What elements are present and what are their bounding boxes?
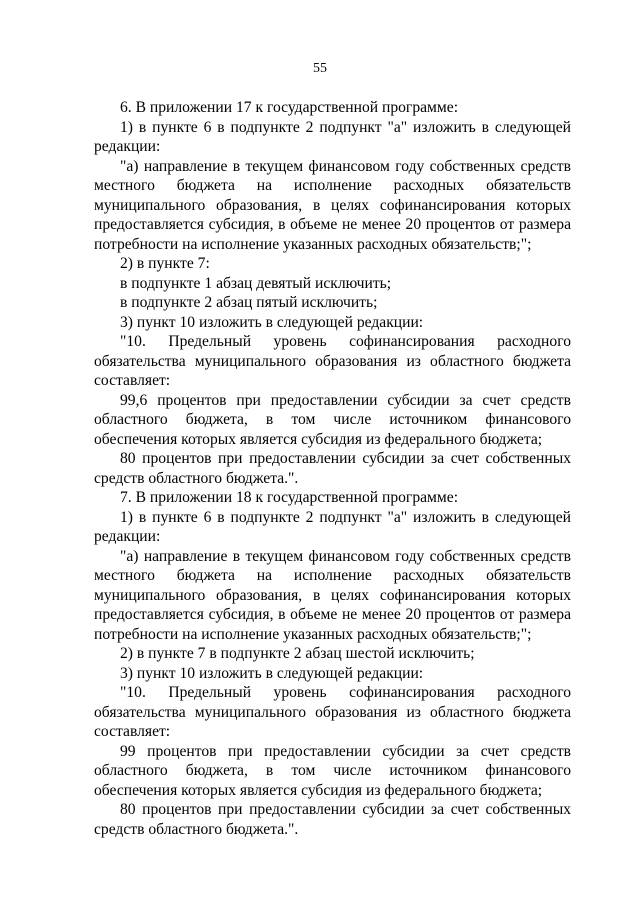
paragraph-item-7-quoted-a: "а) направление в текущем финансовом году собственных средств местного бюджета на исполнение расходных обязательств муниципального образования, в целях софинансирования которых предоставляется субсидия, в объеме не менее 20 процентов от размера потребности на исполнение указанных расходных обязательств;"; <box>94 547 571 643</box>
paragraph-item-7-quoted-10: "10. Предельный уровень софинансирования расходного обязательства муниципального образования из областного бюджета составляет: <box>94 684 571 740</box>
paragraph-item-7-sub-2: 2) в пункте 7 в подпункте 2 абзац шестой исключить; <box>120 645 475 662</box>
paragraph-item-6-rate-1: 99,6 процентов при предоставлении субсидии за счет средств областного бюджета, в том числе источником финансового обеспечения которых является субсидия из федерального бюджета; <box>94 391 571 448</box>
paragraph-item-6-sub-2: 2) в пункте 7: <box>120 255 210 272</box>
paragraph-item-6-quoted-10: "10. Предельный уровень софинансирования расходного обязательства муниципального образования из областного бюджета составляет: <box>94 333 571 389</box>
paragraph-item-6-sub-2-line-2: в подпункте 2 абзац пятый исключить; <box>120 294 378 311</box>
paragraph-item-6-sub-2-line-1: в подпункте 1 абзац девятый исключить; <box>120 274 392 292</box>
paragraph-item-6-sub-3: 3) пункт 10 изложить в следующей редакции: <box>120 313 424 331</box>
paragraph-item-7-sub-1: 1) в пункте 6 в подпункте 2 подпункт "а" изложить в следующей редакции: <box>94 508 571 545</box>
paragraph-item-6-heading: 6. В приложении 17 к государственной программе: <box>120 99 459 116</box>
paragraph-item-7-sub-3: 3) пункт 10 изложить в следующей редакции: <box>120 664 424 682</box>
document-body <box>94 98 571 839</box>
paragraph-item-6-sub-1: 1) в пункте 6 в подпункте 2 подпункт "а" изложить в следующей редакции: <box>94 118 571 155</box>
paragraph-item-6-rate-2: 80 процентов при предоставлении субсидии за счет собственных средств областного бюджета.". <box>94 450 571 487</box>
page-number: 55 <box>313 61 327 76</box>
paragraph-item-7-rate-2: 80 процентов при предоставлении субсидии за счет собственных средств областного бюджета.". <box>94 801 571 838</box>
paragraph-item-7-rate-1: 99 процентов при предоставлении субсидии за счет средств областного бюджета, в том числе источником финансового обеспечения которых является субсидия из федерального бюджета; <box>94 742 571 799</box>
paragraph-item-6-quoted-a: "а) направление в текущем финансовом году собственных средств местного бюджета на исполнение расходных обязательств муниципального образования, в целях софинансирования которых предоставляется субсидия, в объеме не менее 20 процентов от размера потребности на исполнение указанных расходных обязательств;"; <box>94 157 571 253</box>
paragraph-item-7-heading: 7. В приложении 18 к государственной программе: <box>120 489 459 506</box>
